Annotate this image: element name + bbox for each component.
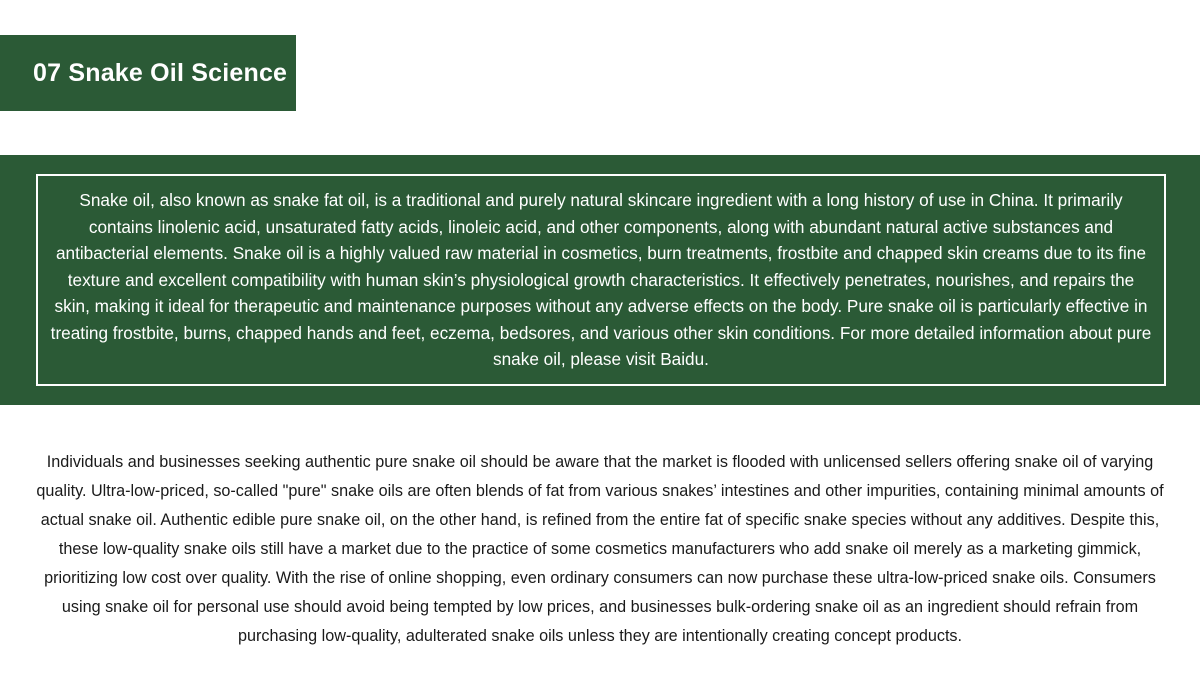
section-title-badge <box>0 35 296 111</box>
body-paragraph: Individuals and businesses seeking authentic pure snake oil should be aware that the market is flooded with unlicensed sellers offering snake oil of varying quality. Ultra-low-priced, so-called "pure" snake oils are often blends of fat from various snakes’ intestines and other impurities, containing minimal amounts of actual snake oil. Authentic edible pure snake oil, on the other hand, is refined from the entire fat of specific snake species without any additives. Despite this, these low-quality snake oils still have a market due to the practice of some cosmetics manufacturers who add snake oil merely as a marketing gimmick, prioritizing low cost over quality. With the rise of online shopping, even ordinary consumers can now purchase these ultra-low-priced snake oils. Consumers using snake oil for personal use should avoid being tempted by low prices, and businesses bulk-ordering snake oil as an ingredient should refrain from purchasing low-quality, adulterated snake oils unless they are intentionally creating concept products. <box>36 453 1164 645</box>
intro-band <box>0 155 1200 405</box>
intro-box <box>36 174 1166 386</box>
intro-paragraph: Snake oil, also known as snake fat oil, is a traditional and purely natural skincare ingredient with a long history of use in China. It primarily contains linolenic acid, unsaturated fatty acids, linoleic acid, and other components, along with abundant natural active substances and antibacterial elements. Snake oil is a highly valued raw material in cosmetics, burn treatments, frostbite and chapped skin creams due to its fine texture and excellent compatibility with human skin’s physiological growth characteristics. It effectively penetrates, nourishes, and repairs the skin, making it ideal for therapeutic and maintenance purposes without any adverse effects on the body. Pure snake oil is particularly effective in treating frostbite, burns, chapped hands and feet, eczema, bedsores, and various other skin conditions. For more detailed information about pure snake oil, please visit Baidu. <box>50 190 1152 370</box>
page-title: 07 Snake Oil Science <box>33 58 288 87</box>
